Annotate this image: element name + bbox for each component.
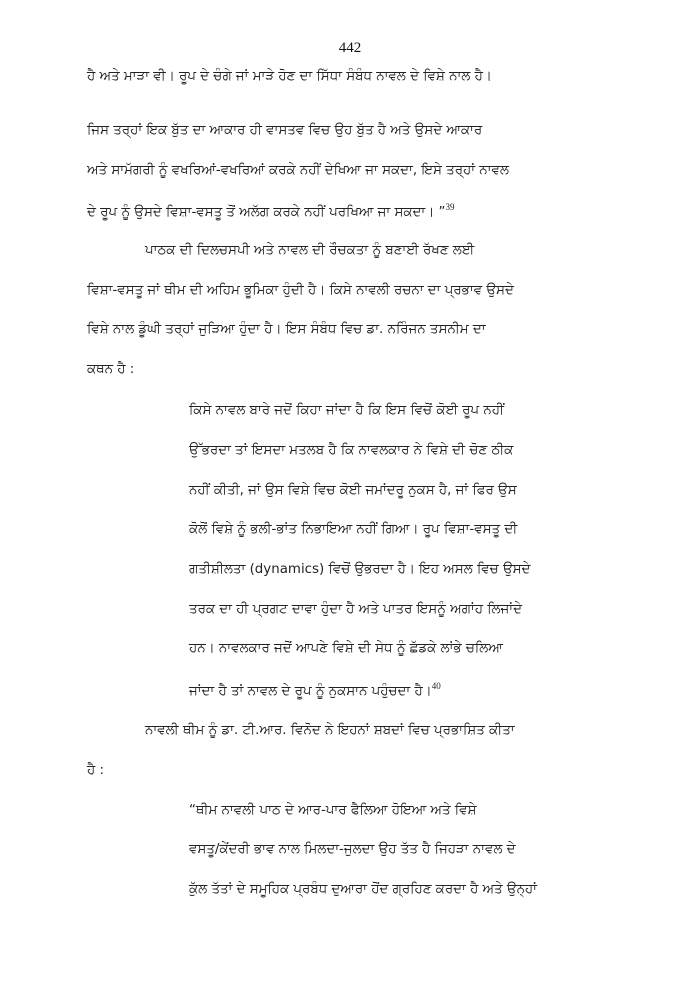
quote-line-content: ਜਾਂਦਾ ਹੈ ਤਾਂ ਨਾਵਲ ਦੇ ਰੂਪ ਨੂੰ ਨੁਕਸਾਨ ਪਹੁੰਚਦਾ ਹੈ। <box>189 684 432 699</box>
text-line: ਕਥਨ ਹੈ : <box>87 362 135 377</box>
text-line: ਹੈ : <box>87 763 104 778</box>
quote-line: ਤਰਕ ਦਾ ਹੀ ਪ੍ਰਗਟ ਦਾਵਾ ਹੁੰਦਾ ਹੈ ਅਤੇ ਪਾਤਰ ਇਸਨੂੰ ਅਗਾਂਹ ਲਿਜਾਂਦੇ <box>189 602 522 617</box>
text-line: ਜਿਸ ਤਰ੍ਹਾਂ ਇਕ ਬੁੱਤ ਦਾ ਆਕਾਰ ਹੀ ਵਾਸਤਵ ਵਿਚ ਉਹ ਬੁੱਤ ਹੈ ਅਤੇ ਉਸਦੇ ਆਕਾਰ <box>87 123 483 138</box>
quote-line: ਕਿਸੇ ਨਾਵਲ ਬਾਰੇ ਜਦੋਂ ਕਿਹਾ ਜਾਂਦਾ ਹੈ ਕਿ ਇਸ ਵਿਚੋਂ ਕੋਈ ਰੂਪ ਨਹੀਂ <box>189 403 504 418</box>
quote-line: ਕੁੱਲ ਤੱਤਾਂ ਦੇ ਸਮੂਹਿਕ ਪ੍ਰਬੰਧ ਦੁਆਰਾ ਹੋਂਦ ਗ੍ਰਹਿਣ ਕਰਦਾ ਹੈ ਅਤੇ ਉਨ੍ਹਾਂ <box>189 882 537 897</box>
footnote-ref: 39 <box>445 202 455 212</box>
text-line: ਨਾਵਲੀ ਥੀਮ ਨੂੰ ਡਾ. ਟੀ.ਆਰ. ਵਿਨੋਦ ਨੇ ਇਹਨਾਂ ਸ਼ਬਦਾਂ ਵਿਚ ਪ੍ਰਭਾਸ਼ਿਤ ਕੀਤਾ <box>145 723 515 738</box>
quote-line: ਵਸਤੂ/ਕੇਂਦਰੀ ਭਾਵ ਨਾਲ ਮਿਲਦਾ-ਜੁਲਦਾ ਉਹ ਤੱਤ ਹੈ ਜਿਹੜਾ ਨਾਵਲ ਦੇ <box>189 842 516 857</box>
text-line: ਵਿਸ਼ਾ-ਵਸਤੂ ਜਾਂ ਥੀਮ ਦੀ ਅਹਿਮ ਭੂਮਿਕਾ ਹੁੰਦੀ ਹੈ। ਕਿਸੇ ਨਾਵਲੀ ਰਚਨਾ ਦਾ ਪ੍ਰਭਾਵ ਉਸਦੇ <box>87 283 514 298</box>
footnote-ref: 40 <box>431 681 441 691</box>
text-line <box>87 203 454 219</box>
text-line-content: ਦੇ ਰੂਪ ਨੂੰ ਉਸਦੇ ਵਿਸ਼ਾ-ਵਸਤੂ ਤੋਂ ਅਲੱਗ ਕਰਕੇ ਨਹੀਂ ਪਰਖਿਆ ਜਾ ਸਕਦਾ। ” <box>87 205 446 220</box>
text-line: ਹੈ ਅਤੇ ਮਾੜਾ ਵੀ। ਰੂਪ ਦੇ ਚੰਗੇ ਜਾਂ ਮਾੜੇ ਹੋਣ ਦਾ ਸਿੱਧਾ ਸੰਬੰਧ ਨਾਵਲ ਦੇ ਵਿਸ਼ੇ ਨਾਲ ਹੈ। <box>87 69 492 84</box>
quote-line: ਕੋਲੋਂ ਵਿਸ਼ੇ ਨੂੰ ਭਲੀ-ਭਾਂਤ ਨਿਭਾਇਆ ਨਹੀਂ ਗਿਆ। ਰੂਪ ਵਿਸ਼ਾ-ਵਸਤੂ ਦੀ <box>189 522 518 537</box>
quote-line: “ਥੀਮ ਨਾਵਲੀ ਪਾਠ ਦੇ ਆਰ-ਪਾਰ ਫੈਲਿਆ ਹੋਇਆ ਅਤੇ ਵਿਸ਼ੇ <box>189 803 477 818</box>
text-line: ਅਤੇ ਸਾਮੱਗਰੀ ਨੂੰ ਵਖਰਿਆਂ-ਵਖਰਿਆਂ ਕਰਕੇ ਨਹੀਂ ਦੇਖਿਆ ਜਾ ਸਕਦਾ, ਇਸੇ ਤਰ੍ਹਾਂ ਨਾਵਲ <box>87 163 509 178</box>
text-line: ਪਾਠਕ ਦੀ ਦਿਲਚਸਪੀ ਅਤੇ ਨਾਵਲ ਦੀ ਰੌਚਕਤਾ ਨੂੰ ਬਣਾਈ ਰੱਖਣ ਲਈ <box>145 243 475 258</box>
page-number: 442 <box>338 40 362 56</box>
quote-line: ਉੱਭਰਦਾ ਤਾਂ ਇਸਦਾ ਮਤਲਬ ਹੈ ਕਿ ਨਾਵਲਕਾਰ ਨੇ ਵਿਸ਼ੇ ਦੀ ਚੋਣ ਠੀਕ <box>189 443 514 458</box>
quote-line: ਨਹੀਂ ਕੀਤੀ, ਜਾਂ ਉਸ ਵਿਸ਼ੇ ਵਿਚ ਕੋਈ ਜਮਾਂਦਰੂ ਨੁਕਸ ਹੈ, ਜਾਂ ਫਿਰ ਉਸ <box>189 483 517 498</box>
text-line: ਵਿਸ਼ੇ ਨਾਲ ਡੂੰਘੀ ਤਰ੍ਹਾਂ ਜੁੜਿਆ ਹੁੰਦਾ ਹੈ। ਇਸ ਸੰਬੰਧ ਵਿਚ ਡਾ. ਨਰਿੰਜਨ ਤਸਨੀਮ ਦਾ <box>87 322 486 337</box>
quote-line <box>189 682 441 698</box>
quote-line: ਗਤੀਸ਼ੀਲਤਾ (dynamics) ਵਿਚੋਂ ਉਭਰਦਾ ਹੈ। ਇਹ ਅਸਲ ਵਿਚ ਉਸਦੇ <box>189 562 531 577</box>
quote-line: ਹਨ। ਨਾਵਲਕਾਰ ਜਦੋਂ ਆਪਣੇ ਵਿਸ਼ੇ ਦੀ ਸੇਧ ਨੂੰ ਛੱਡਕੇ ਲਾਂਭੇ ਚਲਿਆ <box>189 641 503 656</box>
